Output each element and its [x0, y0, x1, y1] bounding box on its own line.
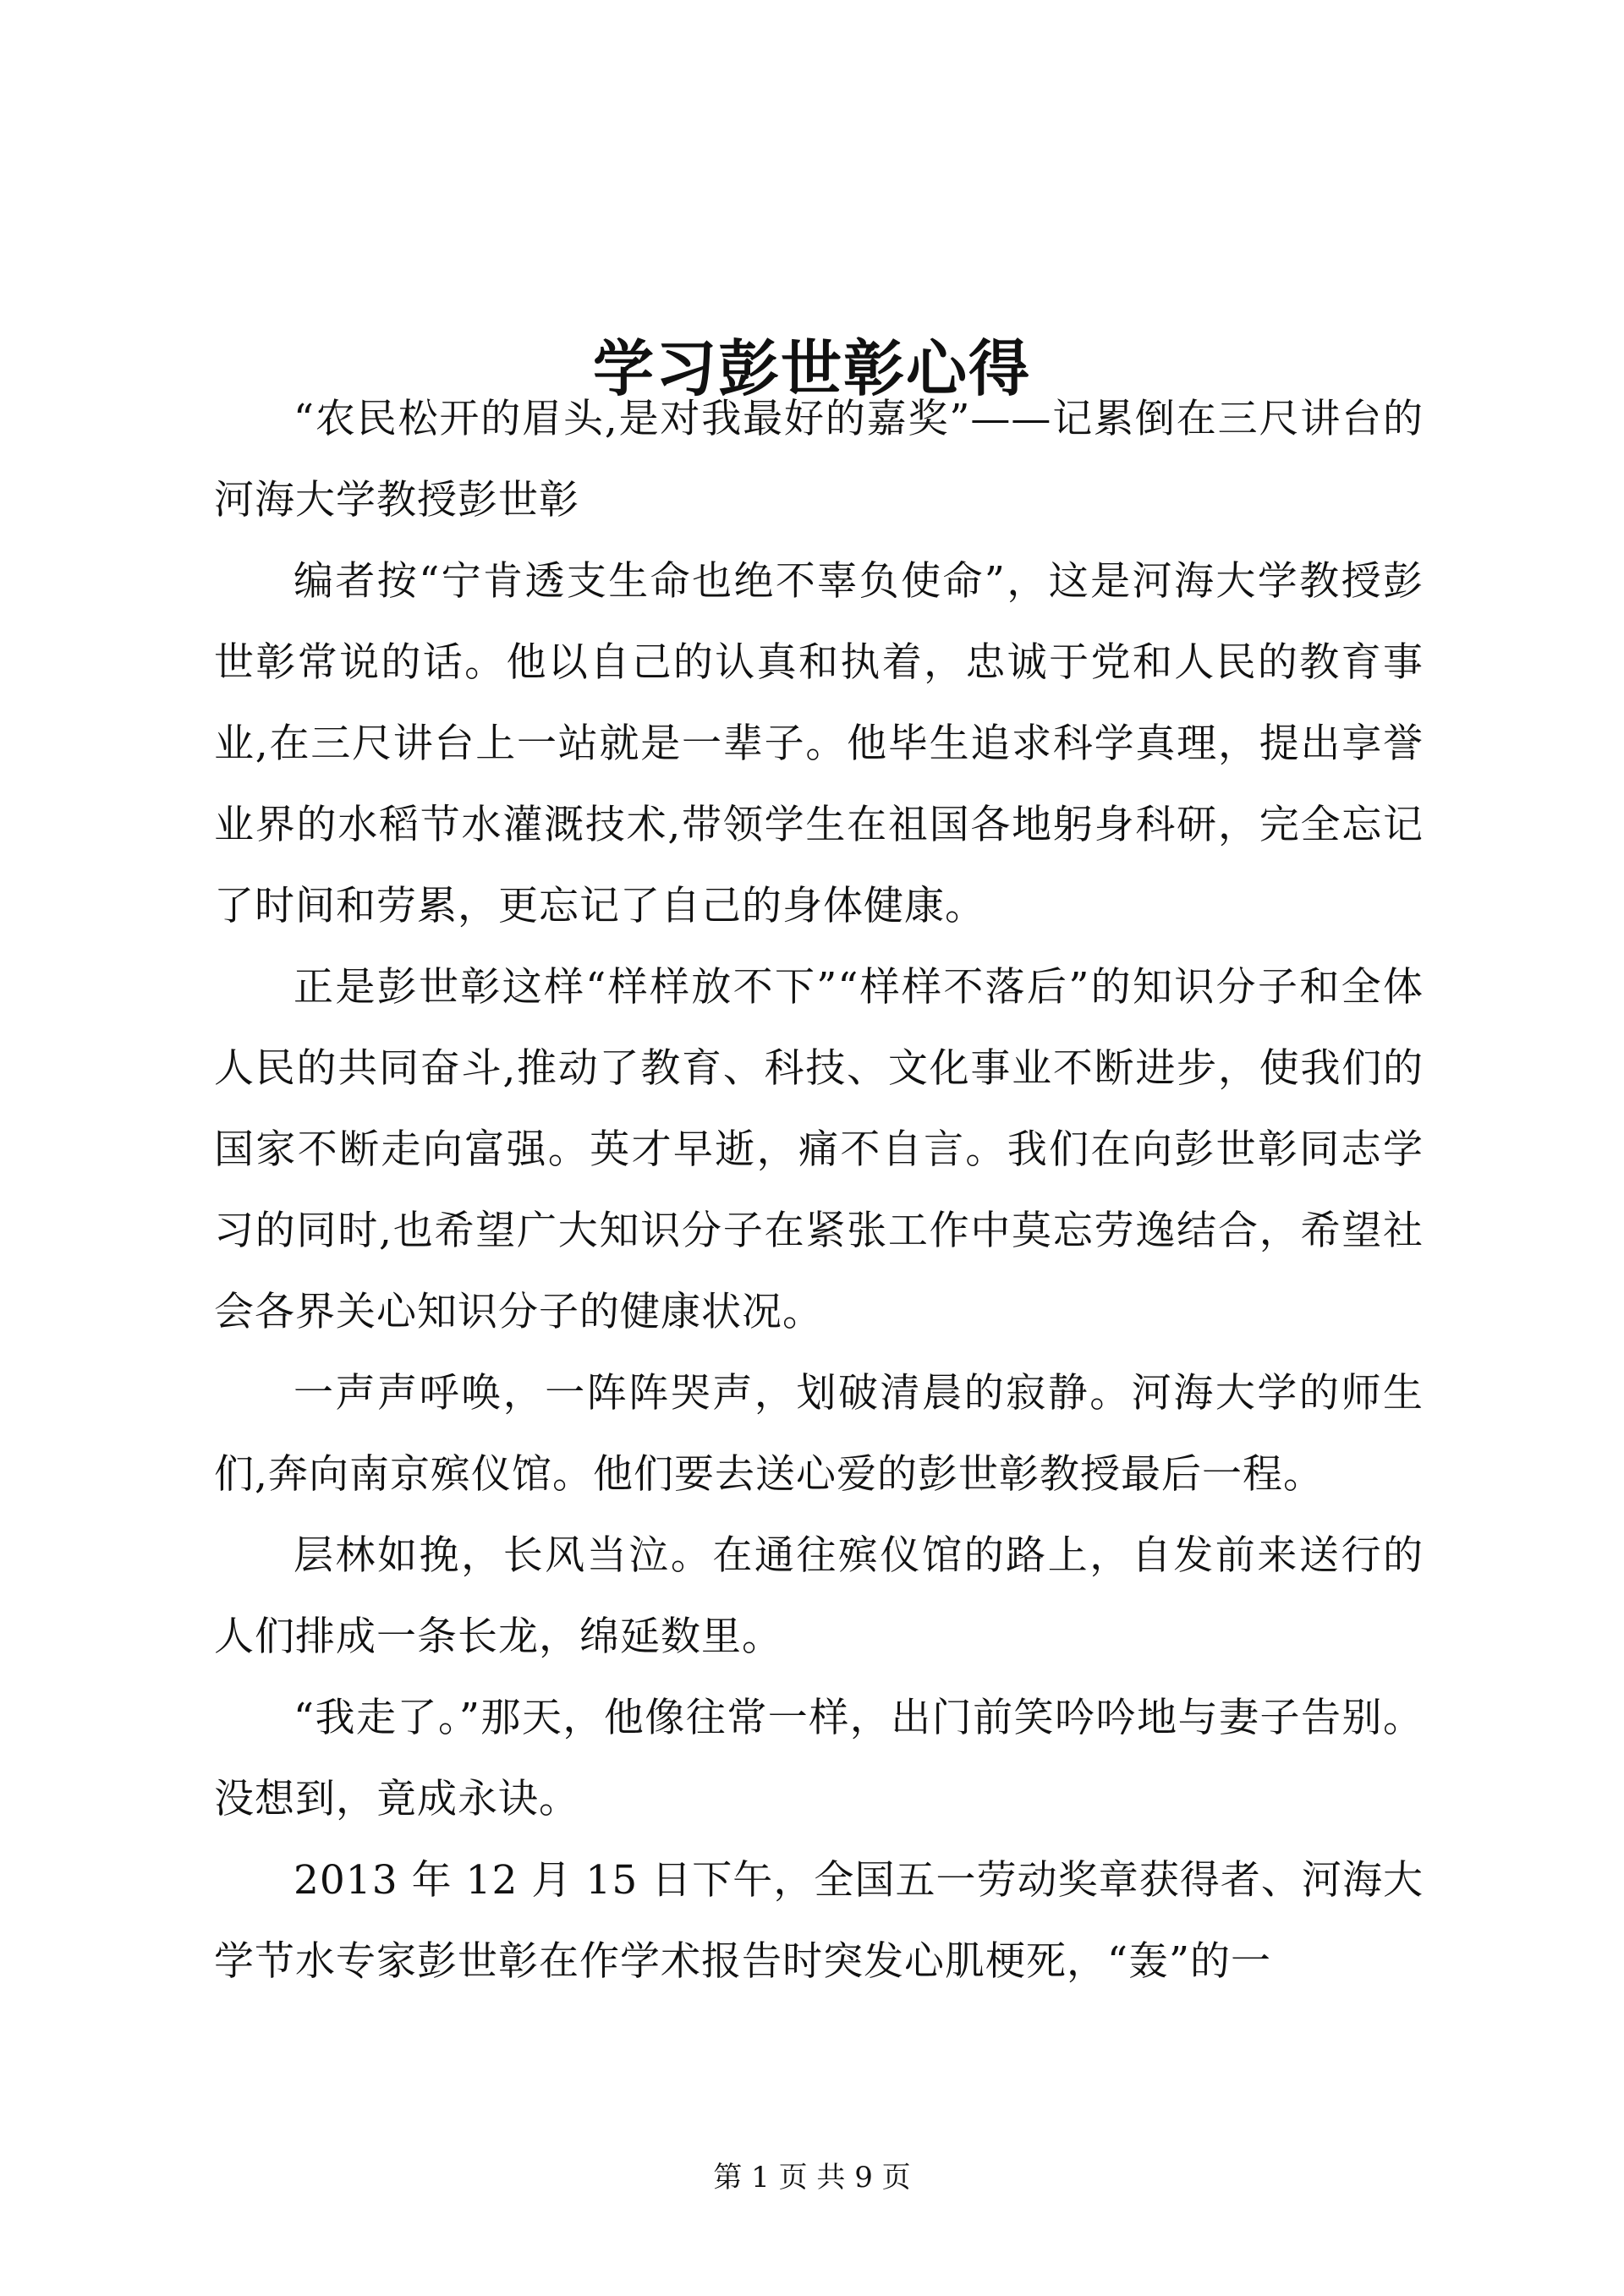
paragraph-farewell: “我走了。”那天，他像往常一样，出门前笑吟吟地与妻子告别。没想到，竟成永诀。	[214, 1695, 1424, 1822]
paragraph-intellectuals: 正是彭世彰这样“样样放不下”“样样不落后”的知识分子和全体人民的共同奋斗,推动了教育、科技、文化事业不断进步，使我们的国家不断走向富强。英才早逝，痛不自言。我们在向彭世彰同志学习的同时,也希望广大知识分子在紧张工作中莫忘劳逸结合，希望社会各界关心知识分子的健康状况。	[214, 964, 1424, 1335]
paragraph-date: 2013 年 12 月 15 日下午，全国五一劳动奖章获得者、河海大学节水专家彭世彰在作学术报告时突发心肌梗死，“轰”的一	[214, 1857, 1424, 1985]
page-number: 第 1 页 共 9 页	[713, 2161, 911, 2195]
document-title: 学习彭世彰心得	[592, 332, 1031, 405]
document-body	[214, 379, 1424, 2003]
paragraph-mourning: 一声声呼唤，一阵阵哭声，划破清晨的寂静。河海大学的师生们,奔向南京殡仪馆。他们要去送心爱的彭世彰教授最后一程。	[214, 1370, 1424, 1498]
paragraph-editor-note: 编者按“宁肯透支生命也绝不辜负使命”，这是河海大学教授彭世彰常说的话。他以自己的认真和执着，忠诚于党和人民的教育事业,在三尺讲台上一站就是一辈子。他毕生追求科学真理，提出享誉业界的水稻节水灌溉技术,带领学生在祖国各地躬身科研，完全忘记了时间和劳累，更忘记了自己的身体健康。	[214, 558, 1424, 929]
page-footer	[0, 2156, 1624, 2199]
paragraph-subtitle: “农民松开的眉头,是对我最好的嘉奖”——记累倒在三尺讲台的河海大学教授彭世彰	[214, 396, 1424, 523]
paragraph-procession: 层林如挽，长风当泣。在通往殡仪馆的路上，自发前来送行的人们排成一条长龙，绵延数里。	[214, 1532, 1424, 1660]
